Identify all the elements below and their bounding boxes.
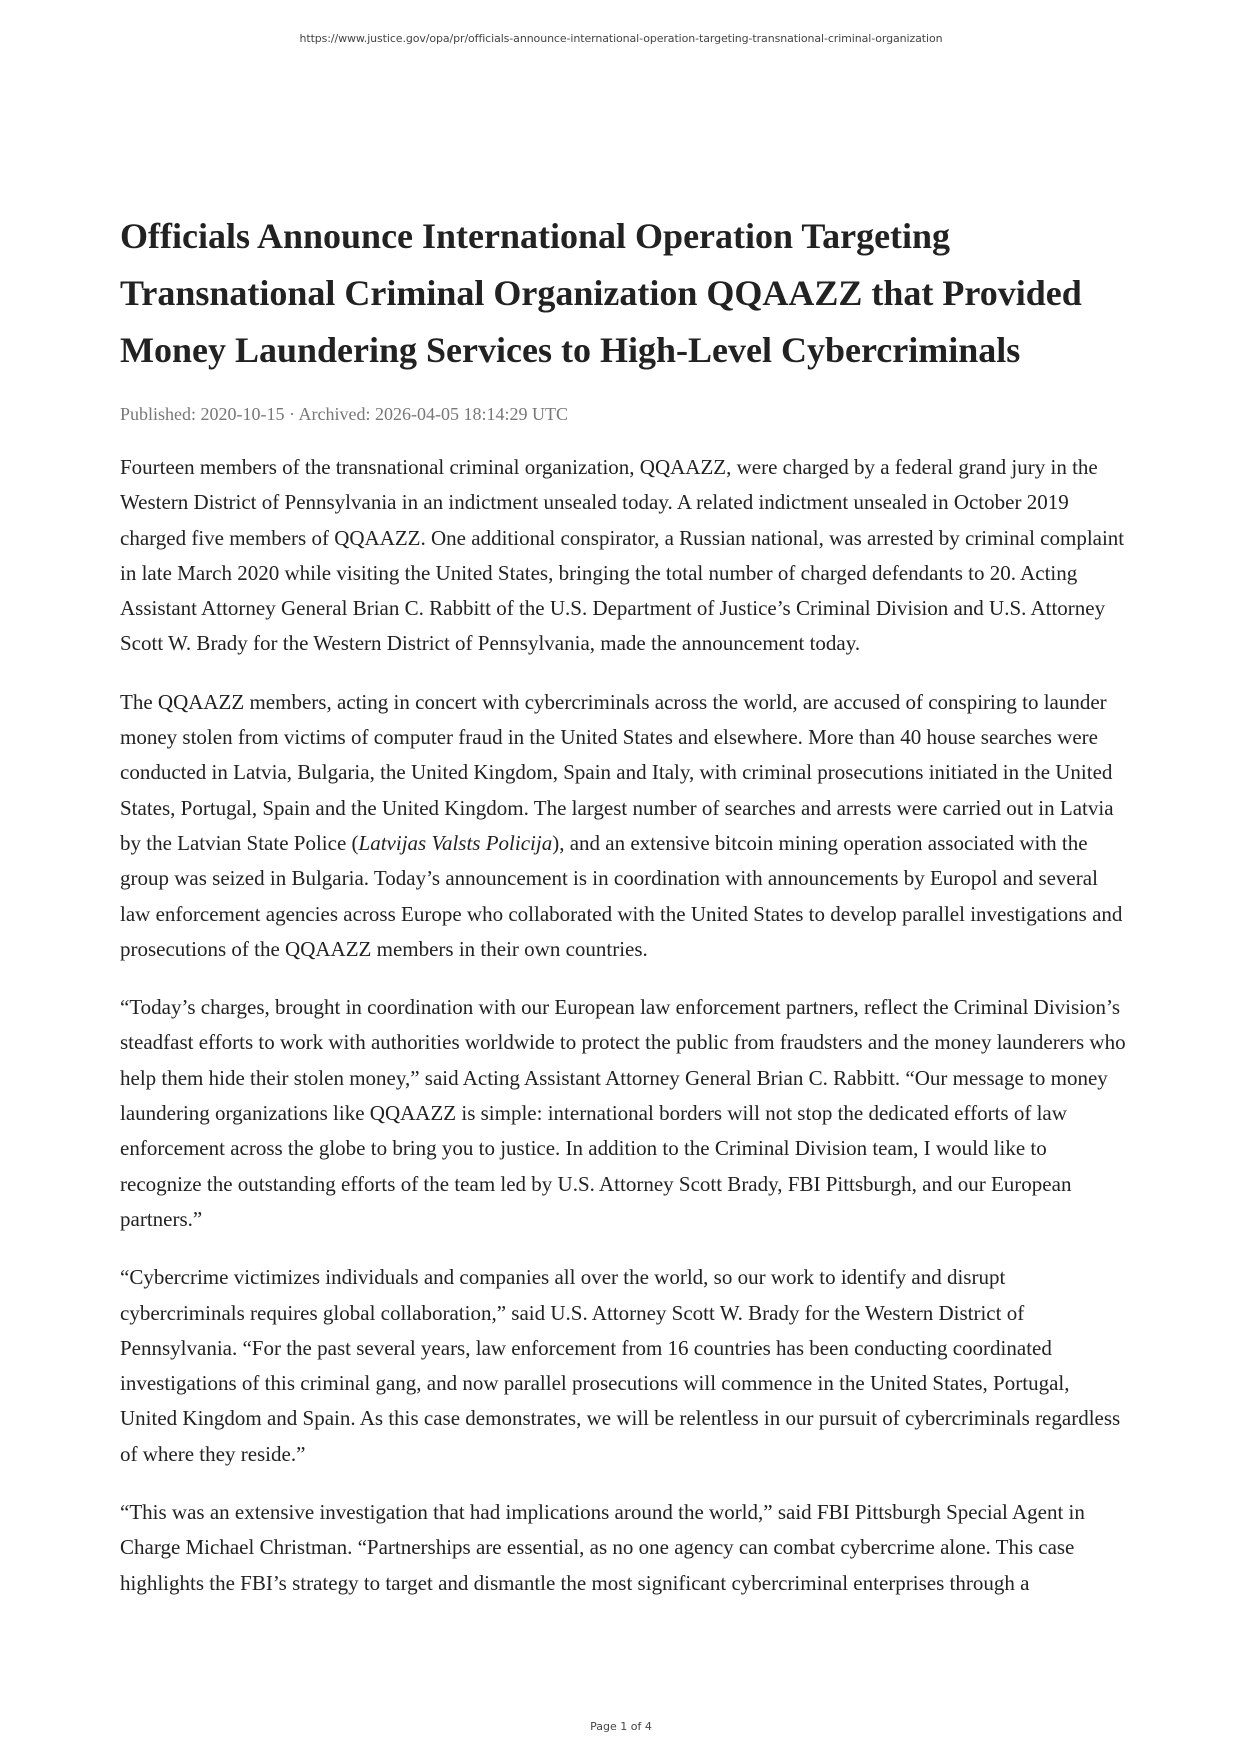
paragraph-3: “Today’s charges, brought in coordination with our European law enforcement partners, reflect the Criminal Division’s steadfast efforts to work with authorities worldwide to protect the public from fraudsters and the money launderers who help them hide their stolen money,” said Acting Assistant Attorney General Brian C. Rabbitt. “Our message to money laundering organizations like QQAAZZ is simple: international borders will not stop the dedicated efforts of law enforcement across the globe to bring you to justice. In addition to the Criminal Division team, I would like to recognize the outstanding efforts of the team led by U.S. Attorney Scott Brady, FBI Pittsburgh, and our European partners.”: [120, 995, 1126, 1231]
page-number: Page 1 of 4: [590, 1720, 652, 1733]
paragraph-2-text-b: ), and an extensive bitcoin mining operation associated with the group was seized in Bulgaria. Today’s announcement is in coordination with announcements by Europol and several law enforcement agencies across Europe who collaborated with the United States to develop parallel investigations and prosecutions of the QQAAZZ members in their own countries.: [120, 830, 1123, 961]
page-title: Officials Announce International Operation Targeting Transnational Criminal Organization QQAAZZ that Provided Money Laundering Services to High-Level Cybercriminals: [120, 216, 1082, 370]
publication-meta: Published: 2020-10-15 · Archived: 2026-04-05 18:14:29 UTC: [120, 404, 568, 424]
paragraph-2-italic: Latvijas Valsts Policija: [358, 830, 553, 855]
article: [120, 208, 1130, 1601]
paragraph-1: Fourteen members of the transnational criminal organization, QQAAZZ, were charged by a federal grand jury in the Western District of Pennsylvania in an indictment unsealed today. A related indictment unsealed in October 2019 charged five members of QQAAZZ. One additional conspirator, a Russian national, was arrested by criminal complaint in late March 2020 while visiting the United States, bringing the total number of charged defendants to 20. Acting Assistant Attorney General Brian C. Rabbitt of the U.S. Department of Justice’s Criminal Division and U.S. Attorney Scott W. Brady for the Western District of Pennsylvania, made the announcement today.: [120, 455, 1125, 656]
paragraph-2: [120, 685, 1130, 967]
source-url: https://www.justice.gov/opa/pr/officials-announce-international-operation-targeting-transnational-criminal-organization: [299, 32, 943, 45]
paragraph-2-text-a: The QQAAZZ members, acting in concert with cybercriminals across the world, are accused of conspiring to launder money stolen from victims of computer fraud in the United States and elsewhere. More than 40 house searches were conducted in Latvia, Bulgaria, the United Kingdom, Spain and Italy, with criminal prosecutions initiated in the United States, Portugal, Spain and the United Kingdom. The largest number of searches and arrests were carried out in Latvia by the Latvian State Police (: [120, 689, 1114, 855]
paragraph-5: “This was an extensive investigation that had implications around the world,” said FBI Pittsburgh Special Agent in Charge Michael Christman. “Partnerships are essential, as no one agency can combat cybercrime alone. This case highlights the FBI’s strategy to target and dismantle the most significant cybercriminal enterprises through a: [120, 1500, 1085, 1595]
paragraph-4: “Cybercrime victimizes individuals and companies all over the world, so our work to identify and disrupt cybercriminals requires global collaboration,” said U.S. Attorney Scott W. Brady for the Western District of Pennsylvania. “For the past several years, law enforcement from 16 countries has been conducting coordinated investigations of this criminal gang, and now parallel prosecutions will commence in the United States, Portugal, United Kingdom and Spain. As this case demonstrates, we will be relentless in our pursuit of cybercriminals regardless of where they reside.”: [120, 1265, 1121, 1466]
